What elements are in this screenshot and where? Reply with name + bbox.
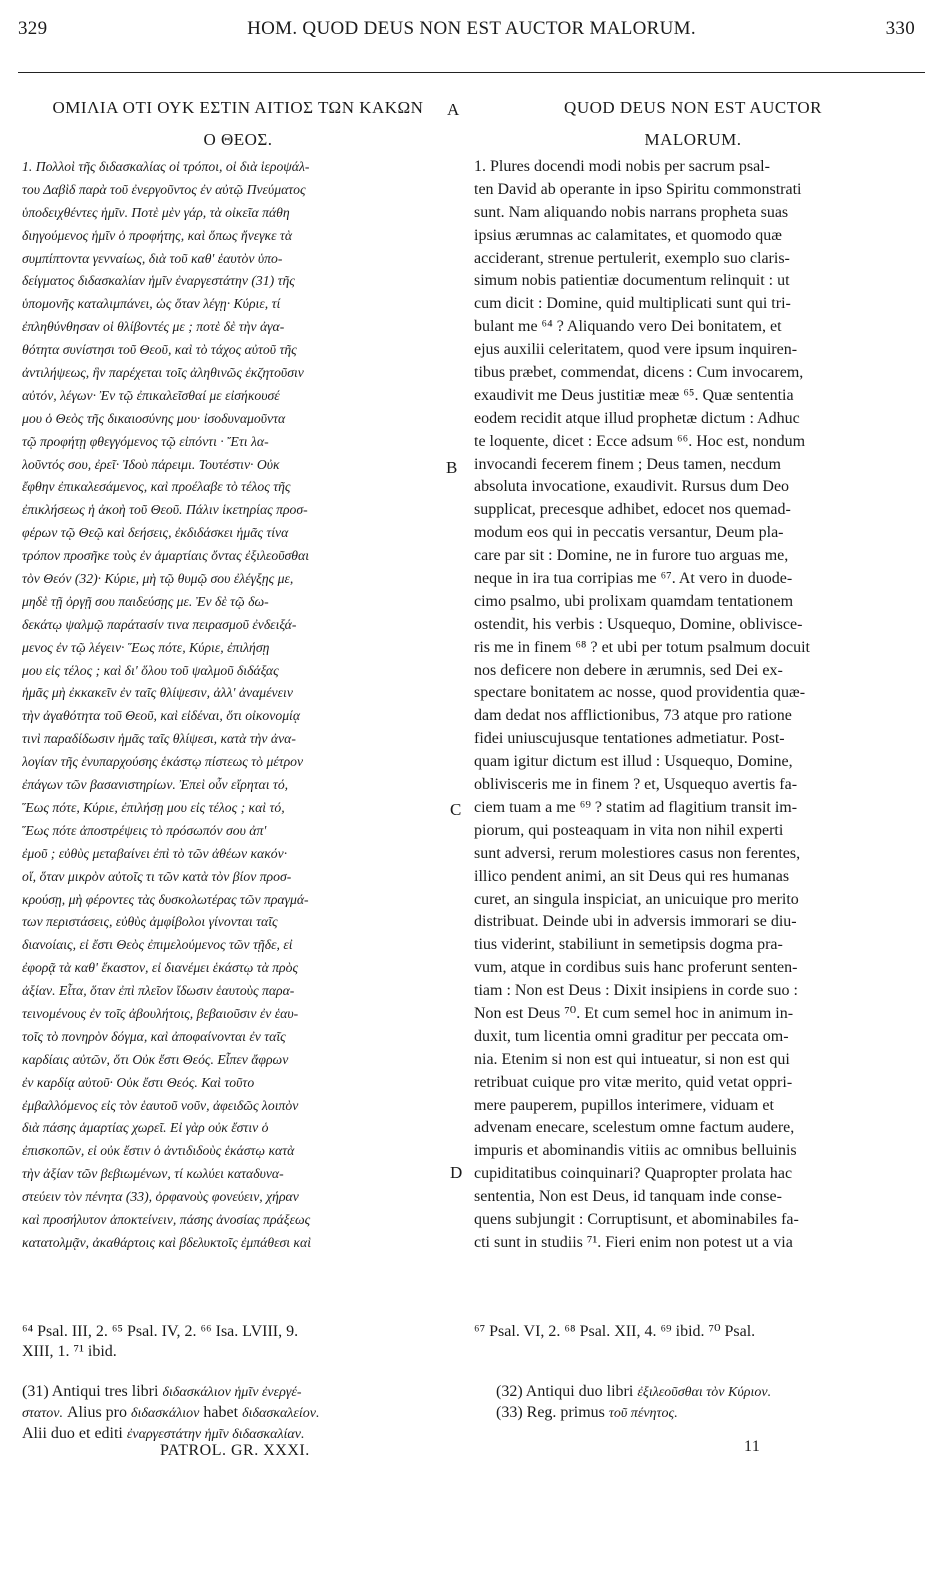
- latin-line: dam dedat nos afflictionibus, 73 atque pro ratione: [474, 707, 792, 725]
- latin-line: Non est Deus ⁷⁰. Et cum semel hoc in animum in-: [474, 1004, 794, 1022]
- latin-line: distribuat. Deinde ubi in adversis immorari se diu-: [474, 913, 797, 931]
- greek-line: κατατολμᾷν, ἀκαθάρτοις καὶ βδελυκτοῖς ἐμπάθεσι καὶ: [22, 1234, 311, 1250]
- latin-line: tibus præbet, commendat, dicens : Cum invocarem,: [474, 364, 804, 382]
- latin-line: exaudivit me Deus justitiæ meæ ⁶⁵. Quæ sententia: [474, 386, 794, 404]
- greek-line: συμπίπτοντα γενναίως, διὰ τοῦ καθ' ἑαυτὸν ὑπο-: [22, 250, 283, 266]
- latin-text: [474, 156, 912, 1255]
- greek-line: κρούσῃ, μὴ φέροντες τὰς δυσκολωτέρας τῶν πραγμά-: [22, 891, 309, 907]
- latin-line: advenam enecare, scelestum omne factum audere,: [474, 1119, 795, 1137]
- note-31-text: (31) Antiqui tres libri: [22, 1383, 163, 1400]
- latin-line: retribuat cuique pro vitæ merito, quid vetat oppri-: [474, 1073, 793, 1091]
- note-31-text: habet: [199, 1404, 243, 1421]
- latin-line: curet, an singula inspiciat, an unicuique pro merito: [474, 890, 799, 908]
- greek-line: ὑπομονῆς καταλιμπάνει, ὡς ὅταν λέγῃ· Κύριε, τί: [22, 296, 281, 312]
- latin-line: care par sit : Domine, ne in furore tuo arguas me,: [474, 547, 789, 565]
- latin-line: cum dicit : Domine, quid multiplicati sunt qui tri-: [474, 295, 791, 313]
- margin-letter-a: A: [447, 100, 460, 119]
- note-33-text: (33) Reg. primus: [496, 1404, 609, 1421]
- latin-title-line: QUOD DEUS NON EST AUCTOR: [564, 98, 822, 117]
- greek-line: οἵ, ὅταν μικρὸν αὐτοῖς τι τῶν κατὰ τὸν βίον προσ-: [22, 868, 292, 884]
- greek-line: στεύειν τὸν πένητα (33), ὀρφανοὺς φονεύειν, χήραν: [22, 1189, 299, 1205]
- greek-line: ἐφορᾷ τὰ καθ' ἕκαστον, εἰ διανέμει ἑκάστῳ τὰ πρὸς: [22, 960, 299, 976]
- note-31-greek: ἐναργεστάτην ἡμῖν διδασκαλίαν.: [126, 1427, 305, 1442]
- greek-line: τὴν ἀξίαν τῶν βεβιωμένων, τί κωλύει καταδυνα-: [22, 1166, 284, 1182]
- running-title: HOM. QUOD DEUS NON EST AUCTOR MALORUM.: [247, 18, 696, 39]
- greek-line: του Δαβὶδ παρὰ τοῦ ἐνεργοῦντος ἐν αὐτῷ Πνεύματος: [22, 181, 306, 197]
- note-32-greek: ἐξιλεοῦσθαι τὸν Κύριον.: [637, 1385, 772, 1400]
- latin-column: [474, 92, 912, 1255]
- greek-line: ἀντιλήψεως, ἣν παρέχεται τοῖς ἀληθινῶς ἐκζητοῦσιν: [22, 365, 304, 381]
- latin-line: tius viderint, stabiliunt in semetipsis dogma pra-: [474, 936, 783, 954]
- latin-line: oblivisceris me in finem ? et, Usquequo avertis fa-: [474, 776, 798, 794]
- latin-line: absoluta invocatione, exaudivit. Rursus dum Deo: [474, 478, 790, 496]
- greek-line: δείγματος διδασκαλίαν ἡμῖν ἐναργεστάτην (31) τῆς: [22, 273, 295, 289]
- greek-line: τῷ προφήτῃ φθεγγόμενος τῷ εἰπόντι · Ἔτι λα-: [22, 433, 269, 449]
- note-31-greek: διδασκάλιον ἡμῖν ἐνεργέ-: [162, 1385, 302, 1400]
- scripture-notes-left: [22, 1322, 462, 1362]
- latin-line: ris me in finem ⁶⁸ ? et ubi per totum psalmum docuit: [474, 638, 810, 656]
- margin-letter-c: C: [450, 800, 462, 819]
- latin-line: 1. Plures docendi modi nobis per sacrum psal-: [474, 158, 770, 175]
- latin-line: vum, atque in cordibus suis hanc proferunt senten-: [474, 959, 798, 977]
- latin-line: piorum, qui posteaquam in vita non nihil experti: [474, 821, 784, 839]
- greek-line: τεινομένους ἐν τοῖς ἀβουλήτοις, βεβαιοῦσιν ἐν ἑαυ-: [22, 1005, 299, 1021]
- greek-line: ἀξίαν. Εἶτα, ὅταν ἐπὶ πλεῖον ἴδωσιν ἑαυτοὺς παρα-: [22, 983, 295, 999]
- greek-line: τρόπον προσῆκε τοὺς ἐν ἁμαρτίαις ὄντας ἐξιλεοῦσθαι: [22, 548, 310, 564]
- latin-line: sunt adversi, rerum molestiores casus non ferentes,: [474, 844, 801, 862]
- page-number-left: 329: [18, 18, 48, 39]
- greek-line: δεκάτῳ ψαλμῷ παράτασίν τινα πειρασμοῦ ἐνδειξά-: [22, 616, 297, 632]
- footer-signature: 11: [744, 1438, 761, 1455]
- latin-line: tiam : Non est Deus : Dixit insipiens in corde suo :: [474, 982, 798, 1000]
- greek-text: [22, 156, 454, 1255]
- latin-line: fidei uniuscujusque tentationes admetiatur. Post-: [474, 730, 785, 748]
- greek-title-line: ΟΜΙΛΙΑ ΟΤΙ ΟΥΚ ΕΣΤΙΝ ΑΙΤΙΟΣ ΤΩΝ ΚΑΚΩΝ: [52, 98, 424, 117]
- greek-line: ἔφθην ἐπικαλεσάμενος, καὶ προέλαβε τὸ τέλος τῆς: [22, 479, 291, 495]
- greek-line: διηγούμενος ἡμῖν ὁ προφήτης, καὶ ὅπως ἤνεγκε τὰ: [22, 227, 293, 243]
- greek-line: Ἕως πότε, Κύριε, ἐπιλήσῃ μου εἰς τέλος ; καὶ τό,: [22, 799, 285, 815]
- note-31-text: Alii duo et editi: [22, 1425, 127, 1442]
- latin-line: mere pauperem, pupillos interimere, viduam et: [474, 1096, 774, 1114]
- scripture-note-line: ⁶⁴ Psal. III, 2. ⁶⁵ Psal. IV, 2. ⁶⁶ Isa. LVIII, 9.: [22, 1323, 299, 1340]
- latin-line: supplicat, precesque adhibet, edocet nos quemad-: [474, 501, 791, 519]
- greek-line: μου εἰς τέλος ; καὶ δι' ὅλου τοῦ ψαλμοῦ διδάξας: [22, 662, 279, 678]
- greek-line: αὐτόν, λέγων· Ἐν τῷ ἐπικαλεῖσθαί με εἰσήκουσέ: [22, 387, 280, 403]
- latin-line: cupiditatibus coinquinari? Quapropter prolata hac: [474, 1165, 793, 1183]
- latin-line: eodem recidit atque illud prophetæ dictum : Adhuc: [474, 409, 800, 427]
- note-31-text: Alius pro: [63, 1404, 131, 1421]
- latin-line: neque in ira tua corripias me ⁶⁷. At vero in duode-: [474, 570, 793, 588]
- latin-line: cimo psalmo, ubi prolixam quamdam tentationem: [474, 592, 794, 610]
- greek-line: τὴν ἀγαθότητα τοῦ Θεοῦ, καὶ εἰδέναι, ὅτι οἰκονομίᾳ: [22, 708, 301, 724]
- greek-line: τοῖς τὸ πονηρὸν δόγμα, καὶ ἀποφαίνονται ἐν ταῖς: [22, 1028, 286, 1044]
- latin-line: ipsius ærumnas ac calamitates, et quomodo quæ: [474, 226, 782, 244]
- note-31-greek: στατον.: [22, 1406, 63, 1421]
- latin-line: acciderant, strenue pertulerit, exemplo suo claris-: [474, 249, 790, 267]
- latin-line: duxit, tum licentia omni graditur per peccata om-: [474, 1027, 789, 1045]
- scripture-note-line: ⁶⁷ Psal. VI, 2. ⁶⁸ Psal. XII, 4. ⁶⁹ ibid. ⁷⁰ Psal.: [474, 1323, 756, 1340]
- greek-line: φέρων τῷ Θεῷ καὶ δεήσεις, ἐκδιδάσκει ἡμᾶς τίνα: [22, 525, 289, 541]
- critical-notes-left: [22, 1382, 462, 1445]
- latin-line: modum eos qui in peccatis versantur, Deum pla-: [474, 524, 784, 542]
- latin-line: impuris et abominandis vitiis ac omnibus belluinis: [474, 1142, 797, 1160]
- greek-line: Ἕως πότε ἀποστρέψεις τὸ πρόσωπόν σου ἀπ': [22, 822, 267, 838]
- greek-line: καὶ προσήλυτον ἀποκτείνειν, πάσης ἀνοσίας πράξεως: [22, 1211, 311, 1227]
- footer-patrologia: PATROL. GR. XXXI.: [160, 1442, 310, 1459]
- latin-line: bulant me ⁶⁴ ? Aliquando vero Dei bonitatem, et: [474, 318, 782, 336]
- greek-line: διὰ πάσης ἁμαρτίας χωρεῖ. Εἰ γὰρ οὐκ ἔστιν ὁ: [22, 1120, 269, 1136]
- latin-line: nia. Etenim si non est qui intueatur, si non est qui: [474, 1050, 790, 1068]
- note-32-text: (32) Antiqui duo libri: [496, 1383, 638, 1400]
- latin-line: invocandi fecerem finem ; Deus tamen, necdum: [474, 455, 781, 473]
- latin-line: simum nobis patientiæ documentum relinquit : ut: [474, 272, 790, 290]
- greek-line: ἐν καρδίᾳ αὐτοῦ· Οὐκ ἔστι Θεός. Καὶ τοῦτο: [22, 1074, 255, 1090]
- page-number-right: 330: [885, 18, 915, 39]
- greek-line: μηδὲ τῇ ὀργῇ σου παιδεύσῃς με. Ἐν δὲ τῷ δω-: [22, 593, 269, 609]
- greek-line: λοῦντός σου, ἐρεῖ· Ἰδοὺ πάρειμι. Τουτέστιν· Οὐκ: [22, 456, 280, 472]
- note-31-greek: διδασκάλιον: [131, 1406, 200, 1421]
- header-rule: [18, 72, 925, 73]
- greek-line: διανοίαις, εἰ ἔστι Θεὸς ἐπιμελούμενος τῶν τῇδε, εἰ: [22, 937, 293, 953]
- latin-title-line: MALORUM.: [644, 130, 742, 149]
- latin-line: quam igitur dictum est illud : Usquequo, Domine,: [474, 753, 793, 771]
- margin-letter-b: B: [446, 458, 458, 477]
- greek-line: τινὶ παραδίδωσιν ἡμᾶς ταῖς θλίψεσι, κατὰ τὴν ἀνα-: [22, 731, 296, 747]
- greek-line: ἐμβαλλόμενος εἰς τὸν ἑαυτοῦ νοῦν, ἀφειδῶς λοιπὸν: [22, 1097, 299, 1113]
- greek-line: μενος ἐν τῷ λέγειν· Ἕως πότε, Κύριε, ἐπιλήσῃ: [22, 639, 270, 655]
- greek-line: ἡμᾶς μὴ ἐκκακεῖν ἐν ταῖς θλίψεσιν, ἀλλ' ἀναμένειν: [22, 685, 293, 701]
- critical-notes-right: [496, 1382, 916, 1424]
- greek-column: [22, 92, 454, 1255]
- note-31-greek: διδασκαλείον.: [242, 1406, 320, 1421]
- greek-line: ἐμοῦ ; εὐθὺς μεταβαίνει ἐπὶ τὸ τῶν ἀθέων κακόν·: [22, 845, 288, 861]
- latin-line: illico pendent animi, an sit Deus qui res humanas: [474, 867, 790, 885]
- latin-line: sententia, Non est Deus, id tanquam inde conse-: [474, 1188, 782, 1206]
- note-33-greek: τοῦ πένητος.: [608, 1406, 678, 1421]
- scripture-notes-right: [474, 1322, 914, 1342]
- greek-line: ὑποδειχθέντες ἡμῖν. Ποτὲ μὲν γάρ, τὰ οἰκεῖα πάθη: [22, 204, 290, 220]
- greek-line: θότητα συνίστησι τοῦ Θεοῦ, καὶ τὸ τάχος αὐτοῦ τῆς: [22, 342, 297, 358]
- greek-line: 1. Πολλοὶ τῆς διδασκαλίας οἱ τρόποι, οἱ διὰ ἱεροψάλ-: [22, 159, 310, 174]
- latin-line: ciem tuam a me ⁶⁹ ? statim ad flagitium transit im-: [474, 798, 798, 816]
- greek-line: καρδίαις αὐτῶν, ὅτι Οὐκ ἔστι Θεός. Εἶπεν ἄφρων: [22, 1051, 289, 1067]
- margin-letter-d: D: [450, 1163, 463, 1182]
- greek-line: ἐπισκοπῶν, εἰ οὐκ ἔστιν ὁ ἀντιδιδοὺς ἑκάστῳ κατὰ: [22, 1143, 295, 1159]
- greek-line: ἐπληθύνθησαν οἱ θλίβοντές με ; ποτὲ δὲ τὴν ἀγα-: [22, 319, 285, 335]
- scripture-note-line: XIII, 1. ⁷¹ ibid.: [22, 1343, 117, 1360]
- greek-title-line: Ο ΘΕΟΣ.: [203, 130, 273, 149]
- latin-line: ten David ab operante in ipso Spiritu commonstrati: [474, 180, 802, 198]
- latin-line: ejus auxilii celeritatem, quod vere ipsum inquiren-: [474, 341, 798, 359]
- latin-line: ostendit, his verbis : Usquequo, Domine, oblivisce-: [474, 615, 803, 633]
- latin-line: quens subjungit : Corruptisunt, et abominabiles fa-: [474, 1210, 799, 1228]
- greek-line: των περιστάσεις, εὐθὺς ἀμφίβολοι γίνονται ταῖς: [22, 914, 278, 930]
- latin-line: cti sunt in studiis ⁷¹. Fieri enim non potest ut a via: [474, 1233, 793, 1251]
- latin-line: nos deficere non debere in ærumnis, sed Dei ex-: [474, 661, 783, 679]
- greek-line: λογίαν τῆς ἐνυπαρχούσης ἑκάστῳ πίστεως τὸ μέτρον: [22, 754, 304, 770]
- greek-line: ἐπικλήσεως ἡ ἀκοὴ τοῦ Θεοῦ. Πάλιν ἱκετηρίας προσ-: [22, 502, 308, 518]
- latin-line: sunt. Nam aliquando nobis narrans propheta suas: [474, 203, 789, 221]
- greek-line: τὸν Θεόν (32)· Κύριε, μὴ τῷ θυμῷ σου ἐλέγξῃς με,: [22, 571, 294, 587]
- latin-line: spectare bonitatem ac nosse, quod providentia quæ-: [474, 684, 806, 702]
- latin-line: te loquente, dicet : Ecce adsum ⁶⁶. Hoc est, nondum: [474, 432, 806, 450]
- greek-line: ἐπάγων τῶν βασανιστηρίων. Ἐπεὶ οὖν εἴρηται τό,: [22, 777, 289, 793]
- greek-line: μου ὁ Θεὸς τῆς δικαιοσύνης μου· ἰσοδυναμοῦντα: [22, 410, 286, 426]
